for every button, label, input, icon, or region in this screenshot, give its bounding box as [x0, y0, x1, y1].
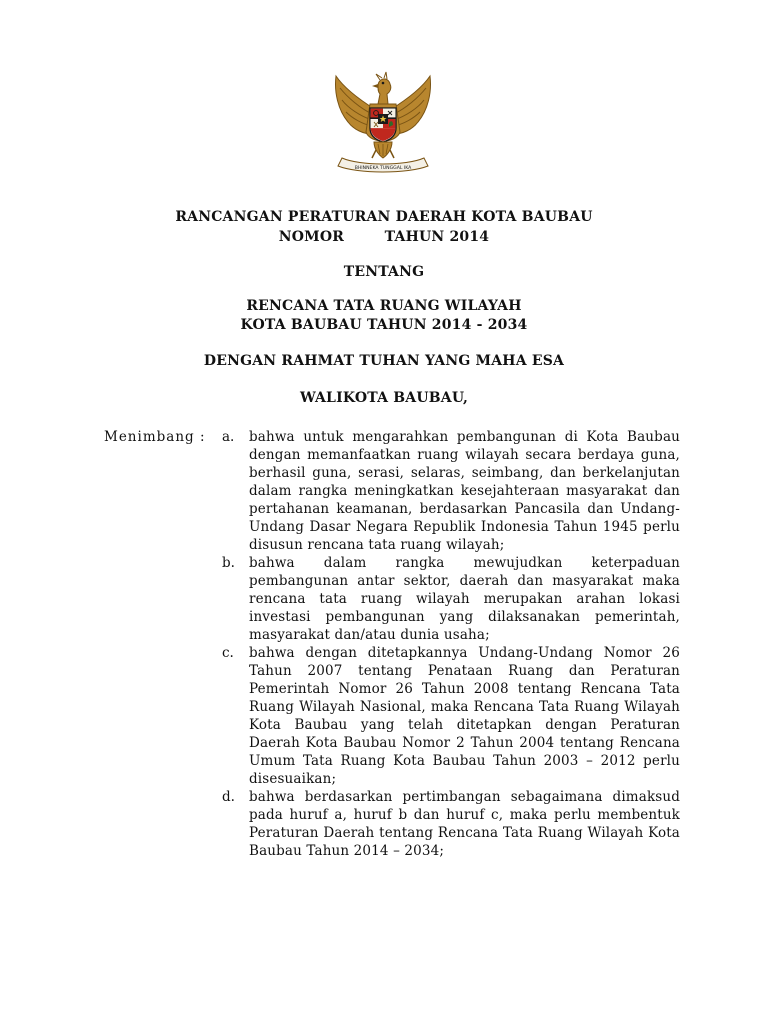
item-letter: d.: [222, 789, 235, 805]
list-item: [222, 428, 680, 554]
list-item: [222, 554, 680, 644]
rahmat-heading: DENGAN RAHMAT TUHAN YANG MAHA ESA: [203, 353, 565, 369]
document-title: RANCANGAN PERATURAN DAERAH KOTA BAUBAU: [175, 209, 593, 225]
item-text: bahwa untuk mengarahkan pembangunan di Kota Baubau dengan memanfaatkan ruang wilayah secara berdaya guna, berhasil guna, serasi, selaras, seimbang, dan berkelanjutan dalam rangka meningkatkan kesejahteraan masyarakat dan pertahanan keamanan, berdasarkan Pancasila dan Undang-Undang Dasar Negara Republik Indonesia Tahun 1945 perlu disusun rencana tata ruang wilayah;: [249, 429, 680, 553]
walikota-heading: WALIKOTA BAUBAU,: [299, 390, 469, 406]
tentang-heading: TENTANG: [343, 264, 425, 280]
subject-line-1: RENCANA TATA RUANG WILAYAH: [246, 298, 522, 314]
emblem-motto-text: BHINNEKA TUNGGAL IKA: [354, 166, 412, 171]
list-item: [222, 644, 680, 788]
subject-line-2: KOTA BAUBAU TAHUN 2014 - 2034: [240, 317, 528, 333]
item-text: bahwa berdasarkan pertimbangan sebagaimana dimaksud pada huruf a, huruf b dan huruf c, maka perlu membentuk Peraturan Daerah tentang Rencana Tata Ruang Wilayah Kota Baubau Tahun 2014 – 2034;: [249, 789, 680, 859]
item-text: bahwa dengan ditetapkannya Undang-Undang Nomor 26 Tahun 2007 tentang Penataan Ruang dan Peraturan Pemerintah Nomor 26 Tahun 2008 tentang Rencana Tata Ruang Wilayah Nasional, maka Rencana Tata Ruang Wilayah Kota Baubau yang telah ditetapkan dengan Peraturan Daerah Kota Baubau Nomor 2 Tahun 2004 tentang Rencana Umum Tata Ruang Kota Baubau Tahun 2003 – 2012 perlu disesuaikan;: [249, 645, 680, 787]
document-number: NOMOR TAHUN 2014: [278, 229, 490, 245]
list-item: [222, 788, 680, 860]
item-letter: b.: [222, 555, 235, 571]
menimbang-label: Menimbang :: [104, 429, 206, 445]
item-text: bahwa dalam rangka mewujudkan keterpaduan pembangunan antar sektor, daerah dan masyarakat maka rencana tata ruang wilayah merupakan arahan lokasi investasi pembangunan yang dilaksanakan pemerintah, masyarakat dan/atau dunia usaha;: [249, 555, 680, 643]
menimbang-list: [222, 428, 680, 860]
item-letter: c.: [222, 645, 234, 661]
item-letter: a.: [222, 429, 235, 445]
garuda-pancasila-emblem-icon: [330, 70, 436, 178]
